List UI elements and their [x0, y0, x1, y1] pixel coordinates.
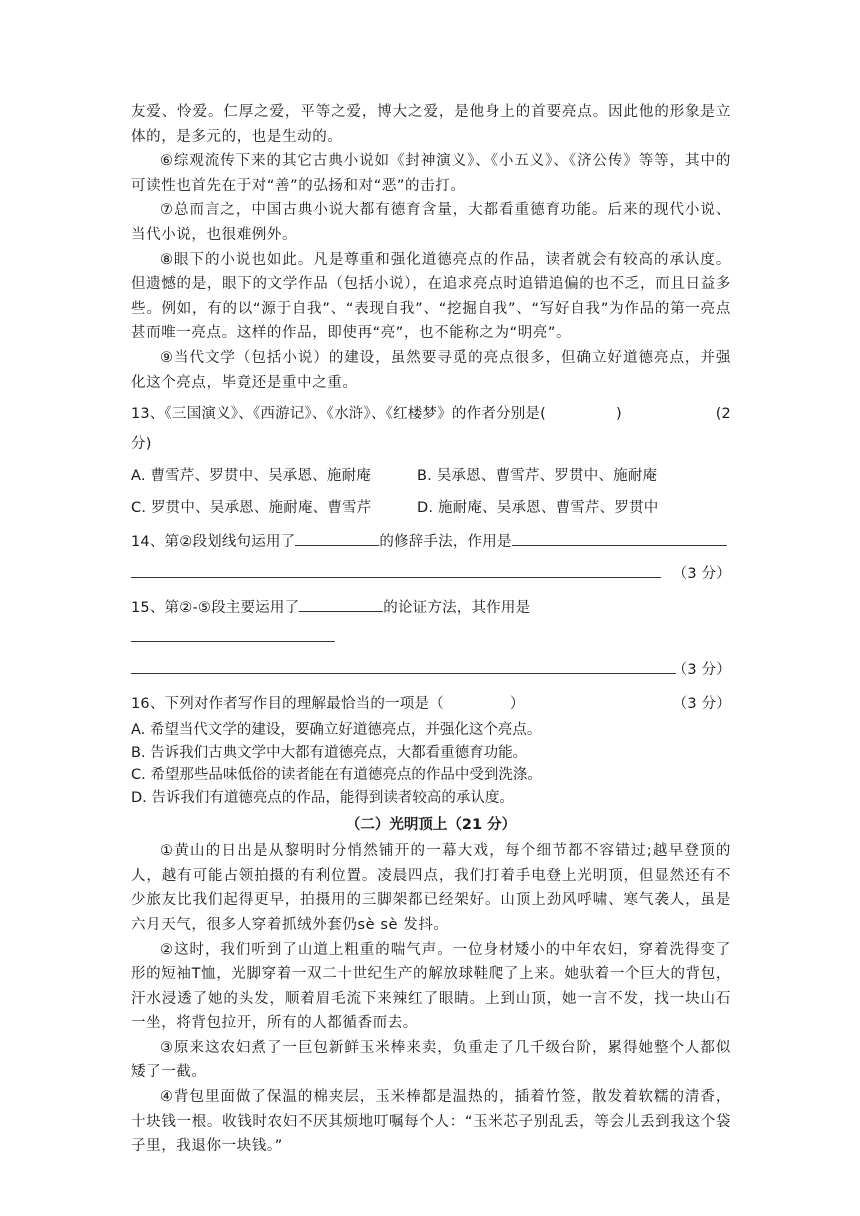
question-15-part1: 15、第②-⑤段主要运用了 [131, 600, 300, 617]
section-2-paragraph-2: ②这时，我们听到了山道上粗重的喘气声。一位身材矮小的中年农妇，穿着洗得变了形的短袖T恤，光脚穿着一双二十世纪生产的解放球鞋爬了上来。她驮着一个巨大的背包，汗水浸透了她的头发，顺着眉毛流下来辣红了眼睛。上到山顶，她一言不发，找一块山石一坐，将背包拉开，所有的人都循香而去。 [131, 941, 731, 1032]
question-16-option-b[interactable]: B. 告诉我们古典文学中大都有道德亮点，大都看重德育功能。 [131, 744, 528, 761]
section-2-title: （二）光明顶上（21 分） [345, 817, 517, 834]
question-16-option-a[interactable]: A. 希望当代文学的建设，要确立好道德亮点，并强化这个亮点。 [131, 722, 542, 739]
question-14-answer-line[interactable] [131, 563, 661, 578]
question-13-stem: 13、《三国演义》、《西游记》、《水浒》、《红楼梦》的作者分别是( [131, 406, 546, 423]
passage-paragraph-5-continued: 友爱、怜爱。仁厚之爱，平等之爱，博大之爱，是他身上的首要亮点。因此他的形象是立体的，是多元的，也是生动的。 [131, 104, 731, 145]
section-2-paragraph-3: ③原来这农妇煮了一巨包新鲜玉米棒来卖，负重走了几千级台阶，累得她整个人都似矮了一截。 [131, 1039, 731, 1081]
question-15-line-2 [131, 655, 731, 685]
passage-paragraph-9: ⑨当代文学（包括小说）的建设，虽然要寻觅的亮点很多，但确立好道德亮点，并强化这个亮点，毕竟还是重中之重。 [131, 349, 731, 391]
question-15-answer-line[interactable] [131, 659, 676, 674]
question-13-option-b[interactable]: B. 吴承恩、曹雪芹、罗贯中、施耐庵 [417, 468, 658, 485]
question-16-score: （3 分） [672, 696, 731, 713]
question-15-score: （3 分） [672, 662, 731, 679]
question-16-option-c[interactable]: C. 希望那些品味低俗的读者能在有道德亮点的作品中受到洗涤。 [131, 767, 542, 784]
question-13 [131, 399, 731, 429]
question-14-blank-1[interactable] [295, 531, 379, 546]
question-15-blank-2[interactable] [131, 627, 335, 642]
question-13-close: ) [615, 406, 622, 423]
question-13-answer-blank[interactable] [546, 404, 616, 418]
passage-paragraph-7: ⑦总而言之，中国古典小说大都有德育含量，大都看重德育功能。后来的现代小说、当代小说，也很难例外。 [131, 202, 731, 243]
section-2-paragraph-1: ①黄山的日出是从黎明时分悄然铺开的一幕大戏，每个细节都不容错过;越早登顶的人，越有可能占领拍摄的有利位置。凌晨四点，我们打着手电登上光明顶，但显然还有不少旅友比我们起得更早，拍摄用的三脚架都已经架好。山顶上劲风呼啸、寒气袭人，虽是六月天气，很多人穿着抓绒外套仍sè sè 发抖。 [131, 843, 731, 933]
question-14-line-2 [131, 559, 731, 589]
question-16-option-d[interactable]: D. 告诉我们有道德亮点的作品，能得到读者较高的承认度。 [131, 789, 514, 806]
question-16 [131, 689, 731, 719]
section-2-paragraph-4: ④背包里面做了保温的棉夹层，玉米棒都是温热的，插着竹签，散发着软糯的清香，十块钱一根。收钱时农妇不厌其烦地叮嘱每个人：“玉米芯子别乱丢，等会儿丢到我这个袋子里，我退你一块钱。” [131, 1089, 731, 1155]
question-14-score: （3 分） [672, 566, 731, 583]
question-14-part1: 14、第②段划线句运用了 [131, 534, 296, 551]
question-13-option-c[interactable]: C. 罗贯中、吴承恩、施耐庵、曹雪芹 [131, 500, 372, 517]
passage-paragraph-6: ⑥综观流传下来的其它古典小说如《封神演义》、《小五义》、《济公传》等等，其中的可读性也首先在于对“善”的弘扬和对“恶”的击打。 [131, 153, 731, 194]
exam-page [131, 100, 731, 1159]
passage-paragraph-8: ⑧眼下的小说也如此。凡是尊重和强化道德亮点的作品，读者就会有较高的承认度。但遗憾的是，眼下的文学作品（包括小说），在追求亮点时追错追偏的也不乏，而且日益多些。例如，有的以“源于自我”、“表现自我”、“挖掘自我”、“写好自我”为作品的第一亮点甚而唯一亮点。这样的作品，即使再“亮”，也不能称之为“明亮”。 [131, 251, 731, 342]
question-13-option-a[interactable]: A. 曹雪芹、罗贯中、吴承恩、施耐庵 [131, 468, 371, 485]
question-13-option-d[interactable]: D. 施耐庵、吴承恩、曹雪芹、罗贯中 [417, 500, 659, 517]
question-14 [131, 527, 731, 557]
question-13-score-cont: 分) [131, 436, 152, 453]
question-15-part2: 的论证方法，其作用是 [383, 600, 531, 617]
question-15-blank-1[interactable] [299, 597, 383, 612]
question-15 [131, 593, 731, 653]
question-14-part2: 的修辞手法，作用是 [379, 534, 512, 551]
question-13-options-row-2 [131, 493, 731, 523]
question-13-score: (2 [715, 406, 731, 423]
question-13-options-row-1 [131, 461, 731, 491]
question-16-close: ） [509, 696, 525, 713]
question-16-stem: 16、下列对作者写作目的理解最恰当的一项是（ [131, 696, 444, 713]
question-14-blank-2[interactable] [512, 531, 727, 546]
